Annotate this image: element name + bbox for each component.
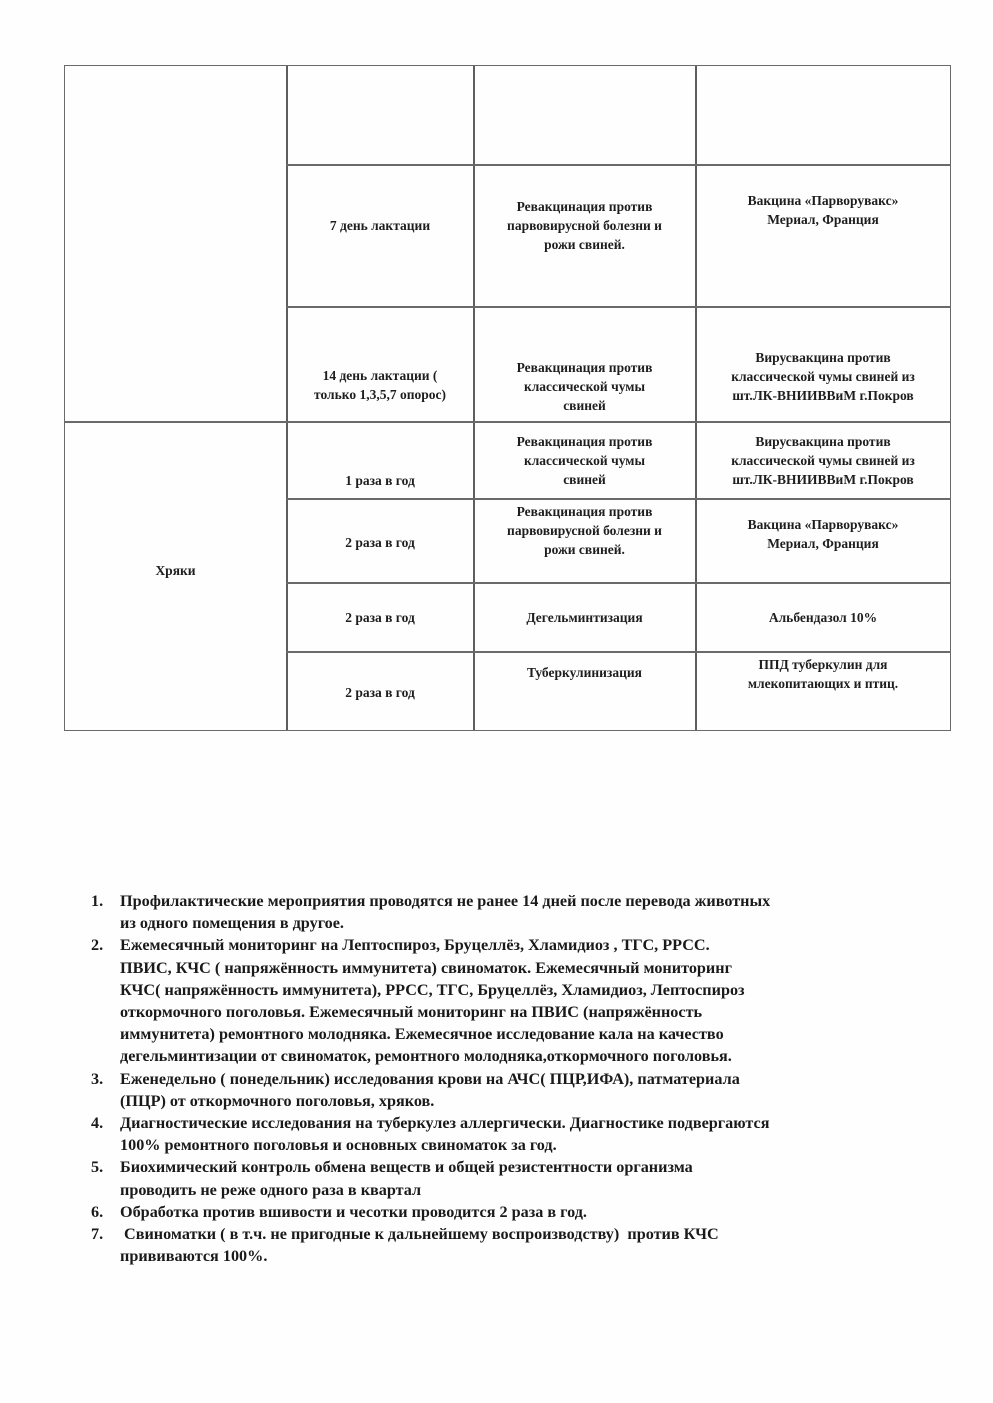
table-cell-empty	[287, 66, 473, 164]
row-divider	[286, 651, 950, 653]
table-cell-measure: Ревакцинация против классической чумы свиней	[516, 434, 653, 487]
note-number: 2.	[91, 936, 104, 955]
table-cell-frequency: 2 раза в год	[345, 685, 415, 700]
table-cell-measure: Дегельминтизация	[526, 610, 643, 625]
note-item-7: 7. Свиноматки ( в т.ч. не пригодные к дальнейшему воспроизводству) против КЧС прививаются 100%.	[91, 1225, 719, 1266]
note-number: 6.	[91, 1202, 104, 1221]
table-cell-preparation: Вакцина «Парворувакс» Мериал, Франция	[747, 517, 899, 551]
note-number: 5.	[91, 1158, 104, 1177]
table-cell-frequency: 2 раза в год	[345, 610, 415, 625]
notes-list	[91, 890, 941, 1267]
table-cell-preparation: ППД туберкулин для млекопитающих и птиц.	[747, 657, 899, 691]
note-item-1: 1. Профилактические мероприятия проводятся не ранее 14 дней после перевода животных из одного помещения в другое.	[91, 892, 771, 933]
table-cell-frequency: 7 день лактации	[329, 218, 431, 233]
table-cell-measure: Ревакцинация против парвовирусной болезни и рожи свиней.	[507, 199, 662, 252]
note-item-6: 6. Обработка против вшивости и чесотки проводится 2 раза в год.	[91, 1201, 941, 1223]
note-number: 4.	[91, 1114, 104, 1133]
table-cell-measure: Ревакцинация против парвовирусной болезни и рожи свиней.	[507, 504, 662, 557]
table-cell-measure: Туберкулинизация	[527, 665, 642, 680]
note-number: 1.	[91, 892, 104, 910]
table-cell-frequency: 2 раза в год	[345, 535, 415, 550]
vaccination-schedule-table	[64, 65, 951, 731]
note-item-2: 2. Ежемесячный мониторинг на Лептоспироз, Бруцеллёз, Хламидиоз , ТГС, РРСС. ПВИС, КЧС ( напряжённость иммунитета) свиноматок. Ежемесячный мониторинг КЧС( напряжённость иммунитета), РРСС, ТГС, Бруцеллёз, Хламидиоз, Лептоспироз откормочного поголовья. Ежемесячный мониторинг на ПВИС (напряжённость иммунитета) ремонтного молодняка. Ежемесячное исследование кала на качество дегельминтизации от свиноматок, ремонтного молодняка,откормочного поголовья.	[91, 936, 745, 1066]
note-number: 7.	[91, 1225, 104, 1244]
note-item-3: 3. Еженедельно ( понедельник) исследования крови на АЧС( ПЦР,ИФА), патматериала (ПЦР) от откормочного поголовья, хряков.	[91, 1069, 740, 1110]
table-cell-preparation: Альбендазол 10%	[768, 610, 878, 625]
table-cell-preparation: Вирусвакцина против классической чумы свиней из шт.ЛК-ВНИИВВиМ г.Покров	[731, 350, 915, 403]
table-cell-frequency: 1 раза в год	[345, 473, 415, 488]
row-divider	[286, 306, 950, 308]
table-cell-preparation: Вакцина «Парворувакс» Мериал, Франция	[747, 193, 899, 227]
table-cell-frequency: 14 день лактации ( только 1,3,5,7 опорос)	[314, 368, 446, 402]
row-divider	[286, 582, 950, 584]
table-cell-preparation: Вирусвакцина против классической чумы свиней из шт.ЛК-ВНИИВВиМ г.Покров	[731, 434, 915, 487]
note-item-4: 4. Диагностические исследования на туберкулез аллергически. Диагностике подвергаются 100% ремонтного поголовья и основных свиноматок за год.	[91, 1114, 770, 1155]
row-divider	[286, 164, 950, 166]
note-item-5: 5. Биохимический контроль обмена веществ и общей резистентности организма проводить не реже одного раза в квартал	[91, 1158, 693, 1199]
table-cell-group-boars: Хряки	[155, 563, 196, 578]
row-divider	[286, 498, 950, 500]
row-divider-group	[65, 421, 950, 423]
table-cell-measure: Ревакцинация против классической чумы свиней	[516, 360, 653, 413]
note-number: 3.	[91, 1069, 104, 1088]
